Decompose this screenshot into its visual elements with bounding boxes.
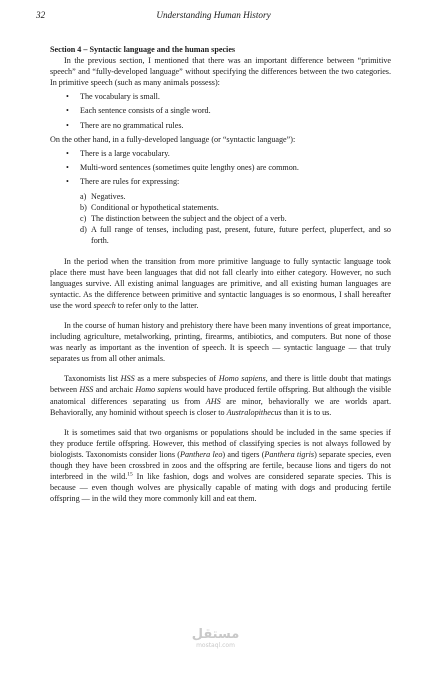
list-item [50,148,391,159]
list-item [50,105,391,116]
watermark [0,628,431,649]
list-item-text: Conditional or hypothetical statements. [91,203,219,213]
running-title: Understanding Human History [156,10,271,20]
list-marker: c) [80,214,87,224]
rules-list-item [80,213,391,224]
paragraph-intro: In the previous section, I mentioned that there was an important difference between “primitive speech” and “fully-developed language” without specifying the differences between the two categories. In primitive speech (such as many animals possess): [50,56,391,88]
page-header [36,10,391,24]
footnote-reference: 15 [127,471,133,478]
rules-list-item [80,202,391,213]
list-item [50,120,391,131]
bullet-icon: • [66,162,69,172]
page-body [50,44,391,504]
list-marker: d) [80,225,87,235]
rules-list-item [80,191,391,202]
syntactic-language-list [50,148,391,187]
list-item-text: Multi-word sentences (sometimes quite lengthy ones) are common. [80,162,299,172]
paragraph-taxonomists: Taxonomists list HSS as a mere subspecies of Homo sapiens, and there is little doubt that matings between HSS and archaic Homo sapiens would have produced fertile offspring. But although the visible anatomical differences separating us from AHS are minor, behaviorally we are worlds apart. Behaviorally, any hominid without speech is closer to Australopithecus than it is to us. [50,374,392,417]
paragraph-transition: In the period when the transition from more primitive language to fully syntactic language took place there must have been languages that did not fall clearly into either category. However, no such languages survive. All existing animal languages are primitive, and all existing human languages are syntactic. As the difference between primitive and syntactic languages is so enormous, I shall hereafter use the word speech to refer only to the latter. [50,256,391,310]
list-item-text: There is a large vocabulary. [80,148,170,158]
bullet-icon: • [66,120,69,130]
paragraph-other-hand: On the other hand, in a fully-developed language (or “syntactic language”): [50,134,296,144]
list-item-text: The vocabulary is small. [80,92,160,102]
list-item-text: Negatives. [91,192,126,202]
rules-list [80,191,391,246]
bullet-icon: • [66,176,69,186]
list-marker: b) [80,203,87,213]
list-item-text: A full range of tenses, including past, present, future, future perfect, pluperfect, and so forth. [91,225,391,246]
list-item-text: There are no grammatical rules. [80,120,184,130]
rules-list-item [80,224,391,246]
watermark-url: mostaql.com [196,642,235,649]
list-item-text: There are rules for expressing: [80,176,180,186]
bullet-icon: • [66,92,69,102]
bullet-icon: • [66,106,69,116]
section-heading: Section 4 – Syntactic language and the human species [50,45,236,54]
list-item [50,91,391,102]
paragraph-inventions: In the course of human history and prehistory there have been many inventions of great importance, including agriculture, metalworking, printing, firearms, antibiotics, and computers. But none of those was nearly as important as the invention of speech. It is speech — syntactic language — that truly separates us from all other animals. [50,320,391,364]
list-marker: a) [80,192,87,202]
list-item [50,162,391,173]
page-number: 32 [36,10,46,20]
list-item-text: Each sentence consists of a single word. [80,106,211,116]
primitive-speech-list [50,91,391,130]
list-item-text: The distinction between the subject and the object of a verb. [91,214,287,224]
bullet-icon: • [66,148,69,158]
list-item [50,176,391,187]
paragraph-species: It is sometimes said that two organisms or populations should be included in the same species if they produce fertile offspring. However, this method of classifying species is not always followed by biologists. Taxonomists consider lions (Panthera leo) and tigers (Panthera tigris) separate species, even though they have been crossbred in zoos and the offspring are fertile, because lions and tigers do not interbreed in the wild.$^{15}$ In like fashion, dogs and wolves are considered separate species. This is because — even though wolves are physically capable of mating with dogs and producing fertile offspring — in the wild they more commonly kill and eat them. [50,427,392,504]
watermark-logo: مستقل [191,627,240,642]
